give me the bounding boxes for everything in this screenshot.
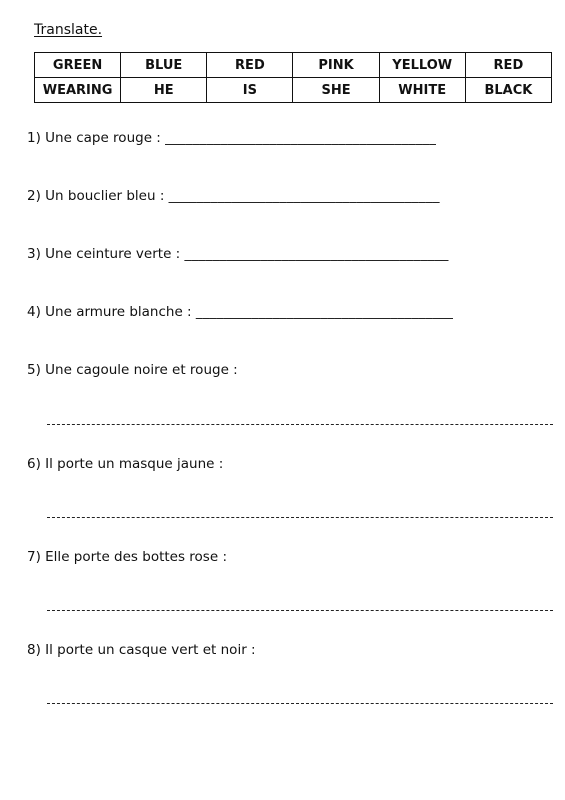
question-text: Une cagoule noire et rouge : [45,362,238,378]
answer-line-7[interactable] [47,610,553,611]
question-number: 2) [27,188,41,204]
question-1 [27,130,436,146]
question-text: Un bouclier bleu : [45,188,165,204]
vocab-cell: WEARING [35,78,121,103]
question-number: 6) [27,456,41,472]
answer-blank[interactable]: _____________________________________ [195,304,454,320]
question-3 [27,246,449,262]
question-number: 1) [27,130,41,146]
vocab-cell: YELLOW [379,53,465,78]
vocab-cell: IS [207,78,293,103]
question-number: 8) [27,642,41,658]
answer-line-5[interactable] [47,424,553,425]
question-8 [27,642,256,658]
question-text: Une ceinture verte : [45,246,181,262]
question-text: Une armure blanche : [45,304,192,320]
question-number: 3) [27,246,41,262]
question-number: 4) [27,304,41,320]
question-2 [27,188,440,204]
vocab-cell: HE [121,78,207,103]
question-7 [27,549,227,565]
answer-blank[interactable]: ______________________________________ [184,246,449,262]
vocab-row [35,53,552,78]
question-number: 7) [27,549,41,565]
question-text: Elle porte des bottes rose : [45,549,227,565]
question-text: Une cape rouge : [45,130,161,146]
worksheet-title: Translate. [34,22,103,38]
answer-line-6[interactable] [47,517,553,518]
vocab-cell: WHITE [379,78,465,103]
vocab-cell: RED [465,53,551,78]
vocab-cell: PINK [293,53,379,78]
question-text: Il porte un masque jaune : [45,456,224,472]
vocab-cell: SHE [293,78,379,103]
vocab-row [35,78,552,103]
vocab-cell: BLUE [121,53,207,78]
vocab-cell: GREEN [35,53,121,78]
answer-line-8[interactable] [47,703,553,704]
question-text: Il porte un casque vert et noir : [45,642,256,658]
question-6 [27,456,223,472]
question-number: 5) [27,362,41,378]
vocabulary-table [34,52,552,103]
question-5 [27,362,238,378]
vocab-cell: BLACK [465,78,551,103]
answer-blank[interactable]: _______________________________________ [168,188,440,204]
vocab-cell: RED [207,53,293,78]
answer-blank[interactable]: _______________________________________ [165,130,437,146]
question-4 [27,304,453,320]
